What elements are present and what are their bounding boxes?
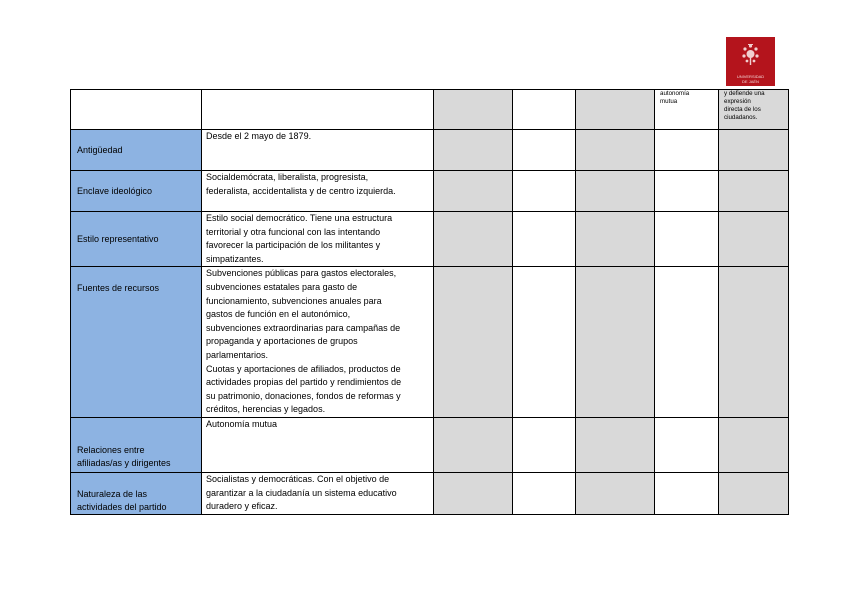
description-cell bbox=[202, 212, 434, 267]
empty-cell bbox=[655, 212, 719, 267]
empty-cell bbox=[655, 130, 719, 171]
description-cell bbox=[202, 417, 434, 472]
empty-cell bbox=[719, 171, 789, 212]
empty-cell bbox=[719, 267, 789, 418]
empty-cell bbox=[719, 130, 789, 171]
description-cell bbox=[202, 267, 434, 418]
description-cell bbox=[202, 171, 434, 212]
empty-cell bbox=[513, 472, 576, 514]
empty-cell bbox=[434, 171, 513, 212]
table-row bbox=[71, 130, 789, 171]
empty-cell bbox=[655, 171, 719, 212]
empty-cell bbox=[513, 171, 576, 212]
row-label-cell bbox=[71, 212, 202, 267]
row-label: Enclave ideológico bbox=[77, 185, 153, 196]
table-row bbox=[71, 171, 789, 212]
empty-cell bbox=[655, 472, 719, 514]
row-description: Socialistas y democráticas. Con el objetivo de garantizar a la ciudadanía un sistema educativo duradero y eficaz. bbox=[206, 473, 397, 512]
table-row bbox=[71, 417, 789, 472]
empty-cell bbox=[655, 417, 719, 472]
row-label: Relaciones entre afiliadas/as y dirigentes bbox=[77, 444, 171, 468]
empty-cell bbox=[576, 130, 655, 171]
empty-cell bbox=[513, 130, 576, 171]
row-label-cell bbox=[71, 130, 202, 171]
row-label: Naturaleza de las actividades del partido bbox=[77, 488, 167, 512]
table-row bbox=[71, 472, 789, 514]
header-cell bbox=[513, 90, 576, 130]
logo-text-line1: UNIVERSIDAD bbox=[736, 74, 765, 79]
empty-cell bbox=[434, 212, 513, 267]
empty-cell bbox=[513, 212, 576, 267]
header-cell bbox=[576, 90, 655, 130]
empty-cell bbox=[576, 267, 655, 418]
row-label-cell bbox=[71, 267, 202, 418]
row-description: Desde el 2 mayo de 1879. bbox=[206, 131, 312, 141]
row-label: Antigüedad bbox=[77, 144, 123, 155]
empty-cell bbox=[434, 417, 513, 472]
header-cell bbox=[719, 90, 789, 130]
description-cell bbox=[202, 130, 434, 171]
header-text: autonomía mutua bbox=[660, 90, 690, 105]
row-label-cell bbox=[71, 417, 202, 472]
header-cell bbox=[434, 90, 513, 130]
empty-cell bbox=[513, 267, 576, 418]
empty-cell bbox=[719, 212, 789, 267]
empty-cell bbox=[719, 417, 789, 472]
empty-cell bbox=[434, 472, 513, 514]
empty-cell bbox=[434, 267, 513, 418]
university-crest-icon bbox=[726, 37, 775, 75]
row-description: Subvenciones públicas para gastos electorales, subvenciones estatales para gasto de funcionamiento, subvenciones anuales para gastos de función en el autonómico, subvenciones extraordinarias para campañas de propaganda y aportaciones de grupos parlamentarios. Cuotas y aportaciones de afiliados, productos de actividades propias del partido y rendimientos de su patrimonio, donaciones, fondos de reformas y créditos, herencias y legados. bbox=[206, 268, 402, 415]
header-cell bbox=[655, 90, 719, 130]
empty-cell bbox=[434, 130, 513, 171]
party-comparison-table bbox=[70, 89, 789, 515]
university-logo bbox=[726, 37, 775, 86]
header-text: y defiende una expresión directa de los ciudadanos. bbox=[724, 90, 765, 121]
empty-cell bbox=[655, 267, 719, 418]
header-cell bbox=[71, 90, 202, 130]
empty-cell bbox=[719, 472, 789, 514]
empty-cell bbox=[576, 212, 655, 267]
row-label-cell bbox=[71, 171, 202, 212]
empty-cell bbox=[513, 417, 576, 472]
description-cell bbox=[202, 472, 434, 514]
row-description: Autonomía mutua bbox=[206, 418, 278, 429]
row-description: Estilo social democrático. Tiene una estructura territorial y otra funcional con las intentando favorecer la participación de los militantes y simpatizantes. bbox=[206, 213, 393, 264]
row-label: Estilo representativo bbox=[77, 233, 159, 244]
empty-cell bbox=[576, 171, 655, 212]
row-description: Socialdemócrata, liberalista, progresista, federalista, accidentalista y de centro izquierda. bbox=[206, 172, 396, 196]
table-row bbox=[71, 267, 789, 418]
header-cell bbox=[202, 90, 434, 130]
row-label-cell bbox=[71, 472, 202, 514]
logo-text-line2: DE JAÉN bbox=[742, 79, 759, 84]
row-label: Fuentes de recursos bbox=[77, 283, 160, 294]
empty-cell bbox=[576, 417, 655, 472]
table-row bbox=[71, 212, 789, 267]
empty-cell bbox=[576, 472, 655, 514]
header-row bbox=[71, 90, 789, 130]
